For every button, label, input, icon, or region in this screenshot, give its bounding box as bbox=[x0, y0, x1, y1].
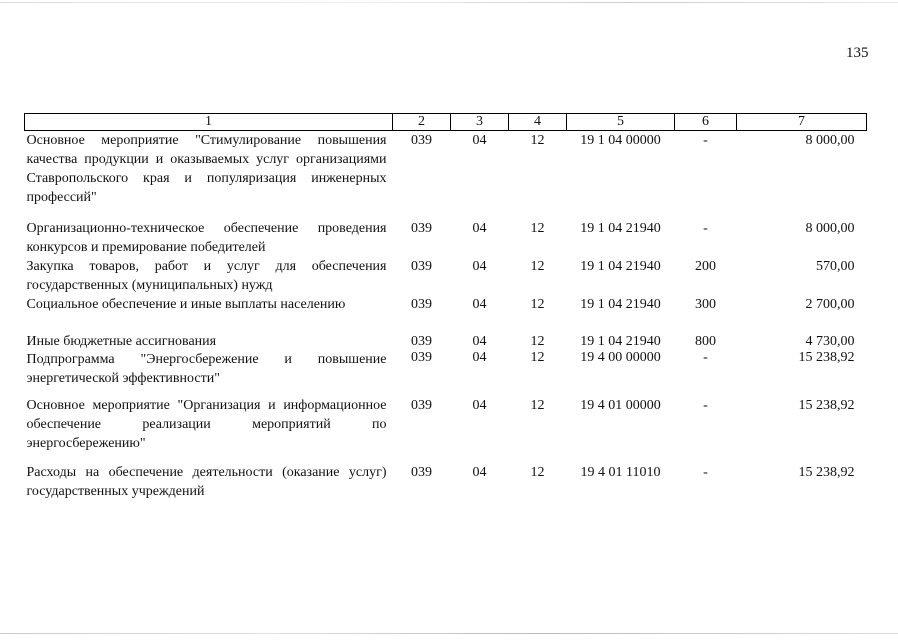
row-name: Основное мероприятие "Стимулирование повышения качества продукции и оказываемых услуг организациями Ставропольского края и популяризация инженерных профессий" bbox=[26, 133, 387, 205]
row-name: Организационно-техническое обеспечение проведения конкурсов и премирование победителей bbox=[26, 221, 387, 255]
row-podrazdel: 12 bbox=[530, 465, 545, 480]
row-razdel: 04 bbox=[472, 334, 487, 349]
table-row bbox=[25, 463, 867, 501]
column-header-vr: 6 bbox=[675, 114, 737, 131]
row-razdel: 04 bbox=[472, 259, 487, 274]
table-row bbox=[25, 350, 867, 396]
row-name: Подпрограмма "Энергосбережение и повышение энергетической эффективности" bbox=[26, 352, 387, 386]
row-name: Основное мероприятие "Организация и информационное обеспечение реализации мероприятий по энергосбережению" bbox=[26, 398, 387, 451]
row-razdel: 04 bbox=[472, 350, 487, 365]
row-razdel: 04 bbox=[472, 398, 487, 413]
row-vr: 800 bbox=[695, 334, 716, 349]
row-sum: 4 730,00 bbox=[805, 334, 855, 349]
row-csr: 19 4 00 00000 bbox=[580, 350, 661, 365]
row-csr: 19 1 04 21940 bbox=[580, 221, 661, 236]
row-vedomstvo: 039 bbox=[411, 350, 432, 365]
row-csr: 19 1 04 21940 bbox=[580, 334, 661, 349]
row-sum: 8 000,00 bbox=[805, 221, 855, 236]
row-razdel: 04 bbox=[472, 297, 487, 312]
row-csr: 19 4 01 11010 bbox=[580, 465, 661, 480]
column-header-podrazdel: 4 bbox=[509, 114, 567, 131]
row-podrazdel: 12 bbox=[530, 259, 545, 274]
row-podrazdel: 12 bbox=[530, 221, 545, 236]
row-vr: 200 bbox=[695, 259, 716, 274]
row-vedomstvo: 039 bbox=[411, 334, 432, 349]
table-row bbox=[25, 257, 867, 295]
table-header-row bbox=[25, 114, 867, 131]
row-vedomstvo: 039 bbox=[411, 133, 432, 148]
column-header-sum: 7 bbox=[737, 114, 867, 131]
table-row bbox=[25, 295, 867, 334]
row-vr: - bbox=[703, 398, 708, 413]
row-vr: - bbox=[703, 221, 708, 236]
row-vr: - bbox=[703, 465, 708, 480]
budget-table bbox=[24, 113, 867, 501]
row-razdel: 04 bbox=[472, 133, 487, 148]
row-razdel: 04 bbox=[472, 221, 487, 236]
row-csr: 19 1 04 21940 bbox=[580, 297, 661, 312]
row-name: Закупка товаров, работ и услуг для обеспечения государственных (муниципальных) нужд bbox=[26, 259, 387, 293]
row-vedomstvo: 039 bbox=[411, 221, 432, 236]
scan-edge-top bbox=[0, 2, 898, 3]
scan-edge-bottom bbox=[0, 633, 898, 634]
row-vr: 300 bbox=[695, 297, 716, 312]
table-row bbox=[25, 219, 867, 257]
row-sum: 15 238,92 bbox=[798, 465, 855, 480]
table-row bbox=[25, 131, 867, 220]
row-csr: 19 4 01 00000 bbox=[580, 398, 661, 413]
row-podrazdel: 12 bbox=[530, 133, 545, 148]
row-name: Иные бюджетные ассигнования bbox=[26, 334, 217, 349]
row-sum: 15 238,92 bbox=[798, 350, 855, 365]
row-vr: - bbox=[703, 350, 708, 365]
column-header-vedomstvo: 2 bbox=[393, 114, 451, 131]
table-row bbox=[25, 334, 867, 350]
row-vedomstvo: 039 bbox=[411, 398, 432, 413]
row-podrazdel: 12 bbox=[530, 350, 545, 365]
row-name: Социальное обеспечение и иные выплаты населению bbox=[26, 297, 346, 312]
row-razdel: 04 bbox=[472, 465, 487, 480]
row-csr: 19 1 04 21940 bbox=[580, 259, 661, 274]
row-csr: 19 1 04 00000 bbox=[580, 133, 661, 148]
row-vr: - bbox=[703, 133, 708, 148]
column-header-razdel: 3 bbox=[451, 114, 509, 131]
row-sum: 570,00 bbox=[816, 259, 855, 274]
row-podrazdel: 12 bbox=[530, 297, 545, 312]
row-vedomstvo: 039 bbox=[411, 465, 432, 480]
row-sum: 15 238,92 bbox=[798, 398, 855, 413]
row-podrazdel: 12 bbox=[530, 334, 545, 349]
row-name: Расходы на обеспечение деятельности (оказание услуг) государственных учреждений bbox=[26, 465, 387, 499]
row-vedomstvo: 039 bbox=[411, 259, 432, 274]
row-sum: 8 000,00 bbox=[805, 133, 855, 148]
column-header-csr: 5 bbox=[567, 114, 675, 131]
page-number: 135 bbox=[846, 45, 869, 61]
row-sum: 2 700,00 bbox=[805, 297, 855, 312]
column-header-name: 1 bbox=[25, 114, 393, 131]
row-vedomstvo: 039 bbox=[411, 297, 432, 312]
row-podrazdel: 12 bbox=[530, 398, 545, 413]
table-row bbox=[25, 396, 867, 463]
